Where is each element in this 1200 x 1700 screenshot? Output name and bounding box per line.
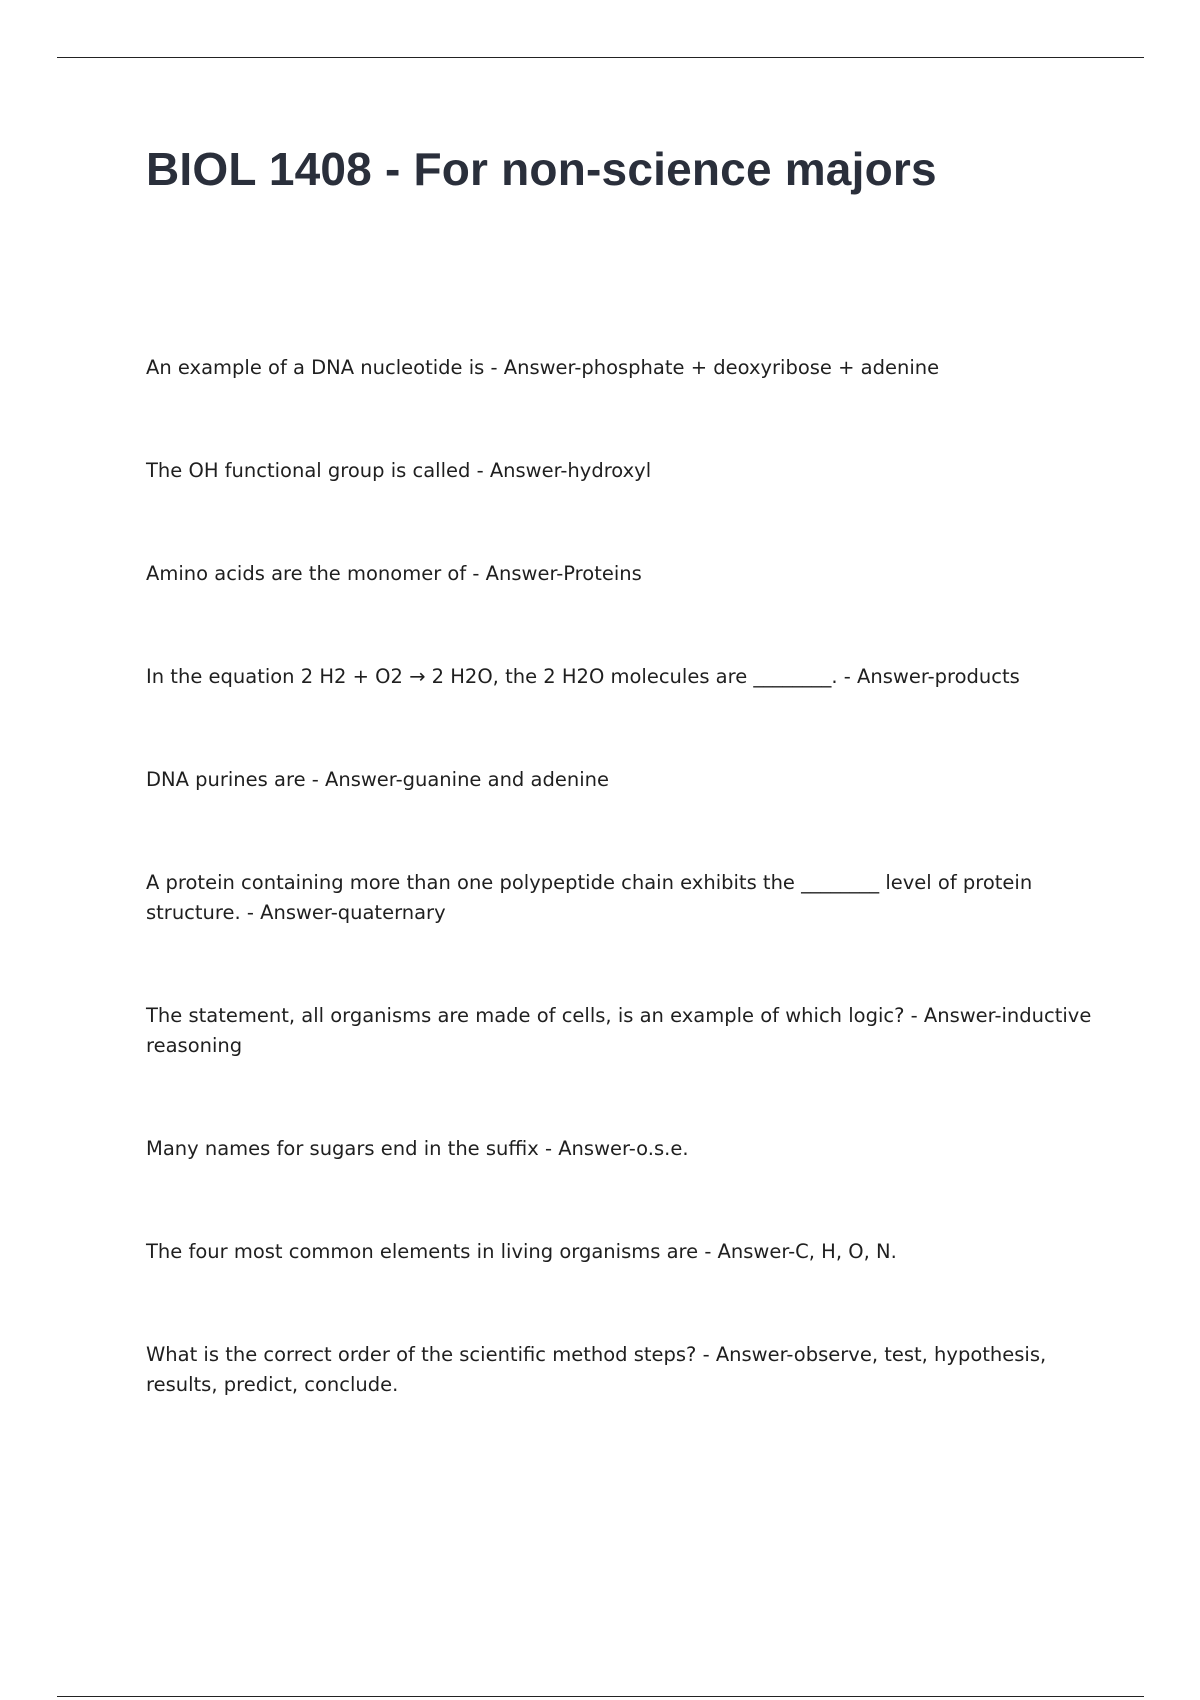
qa-item: In the equation 2 H2 + O2 → 2 H2O, the 2 H2O molecules are ________. - Answer-products <box>146 665 1020 688</box>
qa-item: An example of a DNA nucleotide is - Answer-phosphate + deoxyribose + adenine <box>146 356 940 379</box>
qa-item: The OH functional group is called - Answer-hydroxyl <box>146 459 652 482</box>
qa-item: A protein containing more than one polypeptide chain exhibits the ________ level of protein structure. - Answer-quaternary <box>146 871 1033 924</box>
qa-item: What is the correct order of the scientific method steps? - Answer-observe, test, hypothesis, results, predict, conclude. <box>146 1343 1047 1396</box>
qa-item: The statement, all organisms are made of cells, is an example of which logic? - Answer-inductive reasoning <box>146 1004 1092 1057</box>
qa-item: Many names for sugars end in the suffix - Answer-o.s.e. <box>146 1137 689 1160</box>
page-title: BIOL 1408 - For non-science majors <box>146 143 937 195</box>
bottom-divider <box>57 1696 1144 1697</box>
qa-item: Amino acids are the monomer of - Answer-Proteins <box>146 562 642 585</box>
qa-item: DNA purines are - Answer-guanine and adenine <box>146 768 609 791</box>
top-divider <box>57 57 1144 58</box>
qa-item: The four most common elements in living organisms are - Answer-C, H, O, N. <box>146 1240 897 1263</box>
